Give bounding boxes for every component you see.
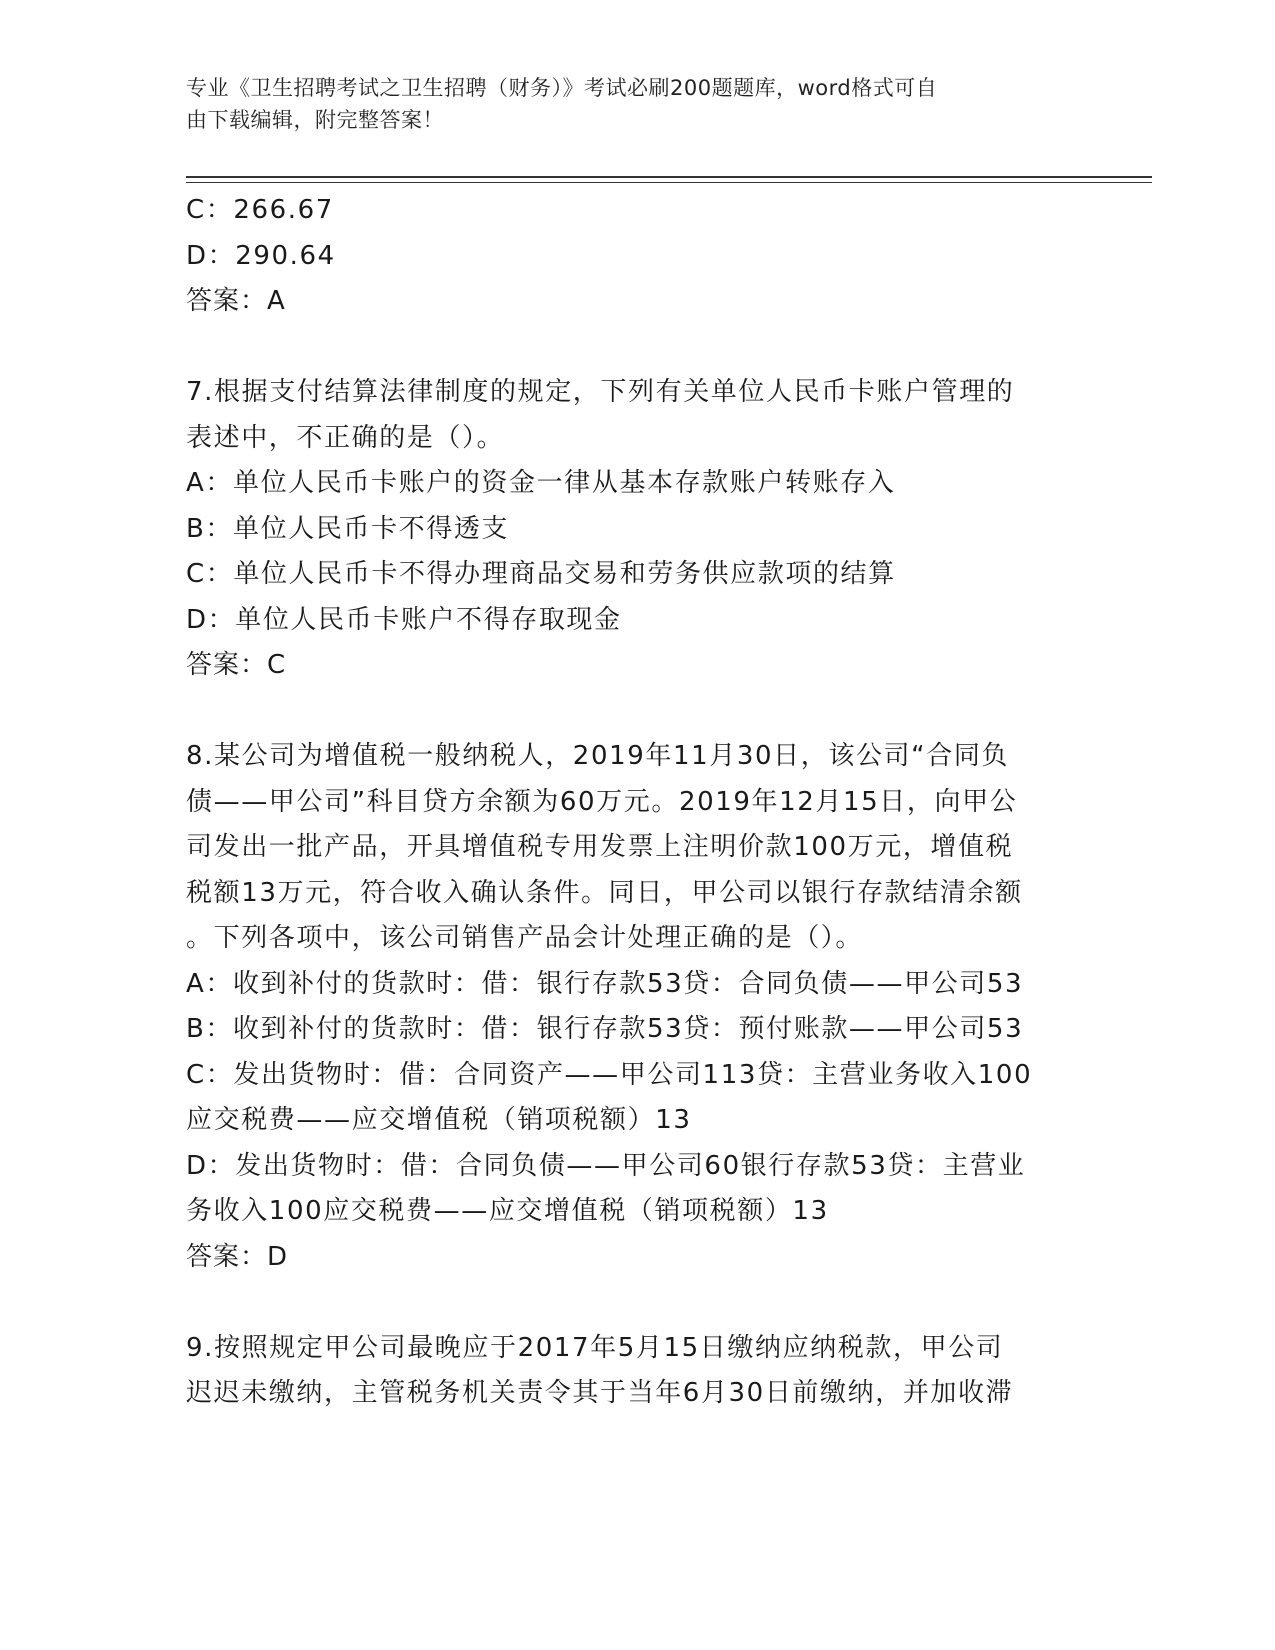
header-line-1: 专业《卫生招聘考试之卫生招聘（财务）》考试必刷200题题库，word格式可自 bbox=[186, 76, 938, 100]
header-divider-thick bbox=[186, 176, 1152, 178]
question-stem-line: 9.按照规定甲公司最晚应于2017年5月15日缴纳应纳税款，甲公司 bbox=[186, 1332, 1004, 1363]
option-b: B：单位人民币卡不得透支 bbox=[186, 513, 510, 544]
question-stem-line: 。下列各项中，该公司销售产品会计处理正确的是（）。 bbox=[186, 923, 864, 953]
option-c: C：单位人民币卡不得办理商品交易和劳务供应款项的结算 bbox=[186, 559, 896, 589]
question-9 bbox=[186, 1326, 1086, 1417]
option-c-continued: 应交税费——应交增值税（销项税额）13 bbox=[186, 1105, 692, 1135]
question-stem-line: 7.根据支付结算法律制度的规定，下列有关单位人民币卡账户管理的 bbox=[186, 377, 1015, 407]
answer-line: 答案：D bbox=[186, 1241, 289, 1272]
option-d: D：发出货物时：借：合同负债——甲公司60银行存款53贷：主营业 bbox=[186, 1150, 1026, 1181]
question-stem-line: 债——甲公司”科目贷方余额为60万元。2019年12月15日，向甲公 bbox=[186, 786, 1018, 817]
option-b: B：收到补付的货款时：借：银行存款53贷：预付账款——甲公司53 bbox=[186, 1014, 1024, 1044]
option-c: C：266.67 bbox=[186, 195, 334, 225]
question-stem-line: 8.某公司为增值税一般纳税人，2019年11月30日，该公司“合同负 bbox=[186, 741, 1010, 771]
spacer bbox=[186, 689, 1086, 735]
option-c: C：发出货物时：借：合同资产——甲公司113贷：主营业务收入100 bbox=[186, 1059, 1033, 1090]
question-stem-line: 迟迟未缴纳，主管税务机关责令其于当年6月30日前缴纳，并加收滞 bbox=[186, 1378, 1014, 1408]
spacer bbox=[186, 325, 1086, 371]
header-divider-thin bbox=[186, 182, 1152, 183]
header-line-2: 由下载编辑，附完整答案！ bbox=[186, 108, 444, 132]
question-stem-line: 表述中，不正确的是（）。 bbox=[186, 422, 505, 453]
answer-line: 答案：A bbox=[186, 286, 286, 316]
spacer bbox=[186, 1280, 1086, 1326]
question-6-tail bbox=[186, 188, 1086, 325]
document-header bbox=[186, 72, 1066, 136]
question-stem-line: 司发出一批产品，开具增值税专用发票上注明价款100万元，增值税 bbox=[186, 832, 1014, 862]
answer-line: 答案：C bbox=[186, 650, 287, 680]
question-7 bbox=[186, 370, 1086, 689]
option-a: A：单位人民币卡账户的资金一律从基本存款账户转账存入 bbox=[186, 468, 896, 498]
document-body bbox=[186, 188, 1086, 1417]
option-d-continued: 务收入100应交税费——应交增值税（销项税额）13 bbox=[186, 1196, 829, 1226]
option-d: D：单位人民币卡账户不得存取现金 bbox=[186, 604, 622, 635]
question-8 bbox=[186, 734, 1086, 1280]
option-d: D：290.64 bbox=[186, 240, 336, 271]
question-stem-line: 税额13万元，符合收入确认条件。同日，甲公司以银行存款结清余额 bbox=[186, 877, 1023, 908]
option-a: A：收到补付的货款时：借：银行存款53贷：合同负债——甲公司53 bbox=[186, 968, 1024, 999]
